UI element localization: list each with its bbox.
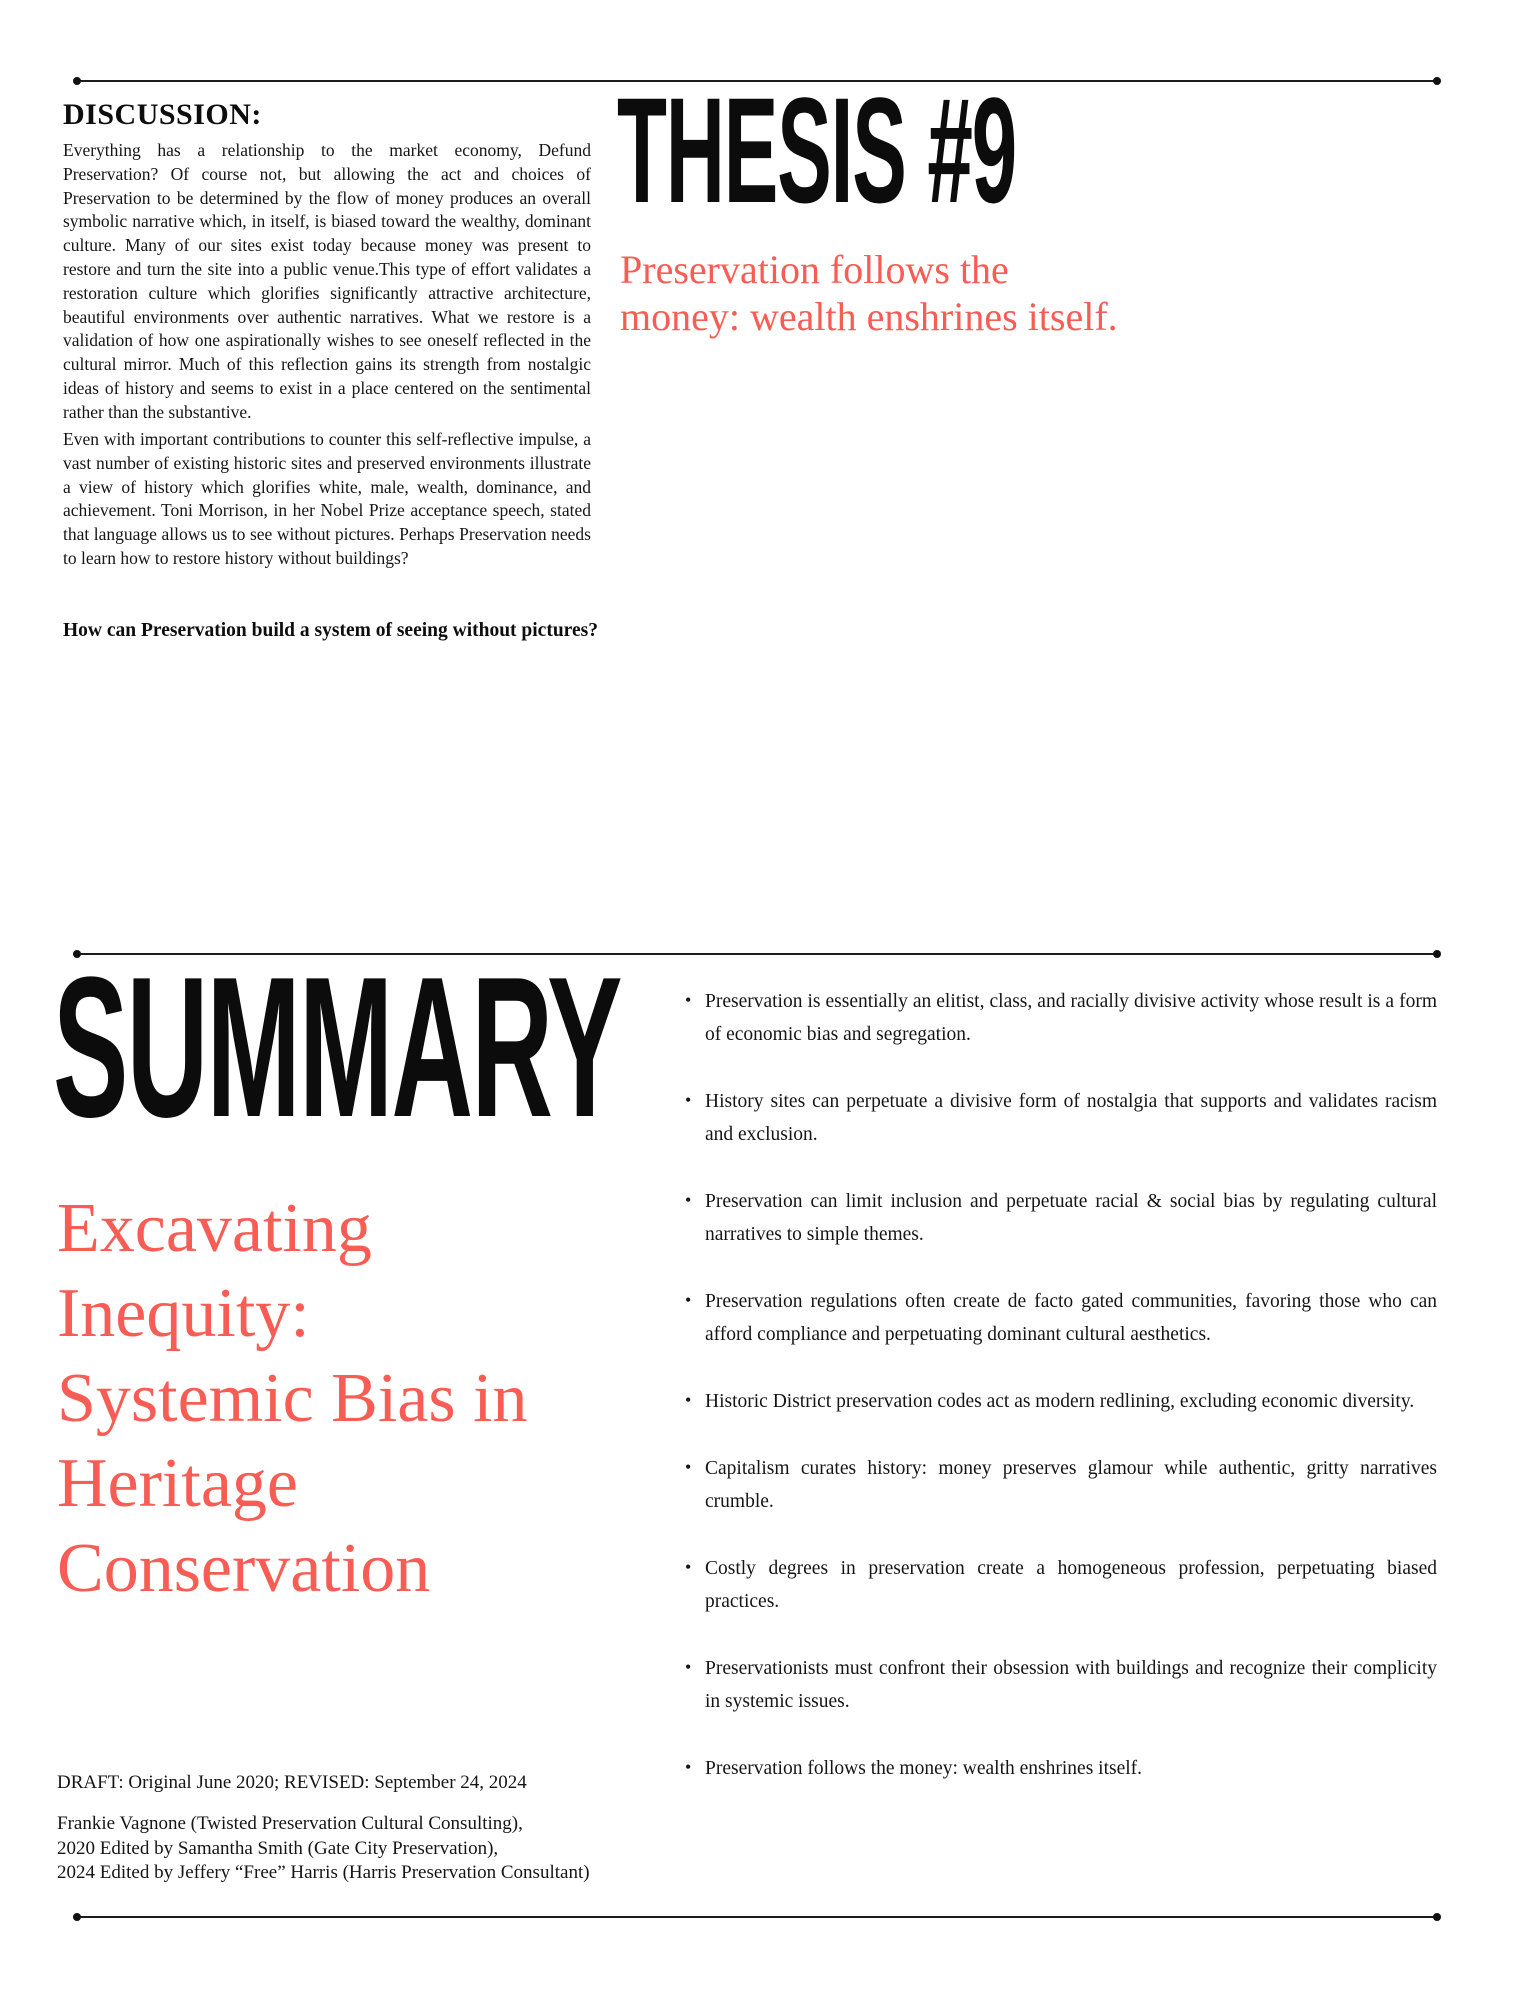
discussion-heading: DISCUSSION: xyxy=(63,98,262,131)
bottom-divider xyxy=(77,1916,1437,1918)
bullet-item xyxy=(683,1752,1437,1785)
bullet-icon: • xyxy=(685,990,692,1010)
bullet-item xyxy=(683,1185,1437,1251)
summary-headline-line: Excavating xyxy=(57,1190,372,1267)
bullet-icon: • xyxy=(685,1290,692,1310)
bullet-item xyxy=(683,985,1437,1051)
bullet-item xyxy=(683,1552,1437,1618)
bullet-icon: • xyxy=(685,1390,692,1410)
bullet-text: Preservationists must confront their obsession with buildings and recognize their complicity in systemic issues. xyxy=(705,1658,1437,1712)
thesis-subtitle xyxy=(620,246,1118,340)
bullet-icon: • xyxy=(685,1190,692,1210)
bullet-item xyxy=(683,1452,1437,1518)
draft-note: DRAFT: Original June 2020; REVISED: September 24, 2024 xyxy=(57,1772,527,1793)
bullet-item xyxy=(683,1652,1437,1718)
bullet-text: Costly degrees in preservation create a homogeneous profession, perpetuating biased practices. xyxy=(705,1558,1437,1612)
bullet-text: Preservation is essentially an elitist, class, and racially divisive activity whose result is a form of economic bias and segregation. xyxy=(705,991,1437,1045)
bullet-text: Preservation regulations often create de facto gated communities, favoring those who can afford compliance and perpetuating dominant cultural aesthetics. xyxy=(705,1291,1437,1345)
bullet-icon: • xyxy=(685,1090,692,1110)
summary-bullet-list xyxy=(683,985,1437,1819)
bullet-icon: • xyxy=(685,1757,692,1777)
discussion-paragraph-2: Even with important contributions to counter this self-reflective impulse, a vast number of existing historic sites and preserved environments illustrate a view of history which glorifies white, male, wealth, dominance, and achievement. Toni Morrison, in her Nobel Prize acceptance speech, stated that language allows us to see without pictures. Perhaps Preservation needs to learn how to restore history without buildings? xyxy=(63,429,591,568)
bullet-text: Preservation can limit inclusion and perpetuate racial & social bias by regulating cultural narratives to simple themes. xyxy=(705,1191,1437,1245)
summary-headline-line: Inequity: xyxy=(57,1275,310,1352)
divider-endpoint-dot xyxy=(73,77,81,85)
credit-line: 2024 Edited by Jeffery “Free” Harris (Harris Preservation Consultant) xyxy=(57,1862,590,1883)
summary-headline-line: Systemic Bias in xyxy=(57,1360,528,1437)
bullet-item xyxy=(683,1085,1437,1151)
bullet-item xyxy=(683,1385,1437,1418)
bullet-text: Capitalism curates history: money preserves glamour while authentic, gritty narratives crumble. xyxy=(705,1458,1437,1512)
divider-endpoint-dot xyxy=(1433,950,1441,958)
summary-title: SUMMARY xyxy=(53,936,621,1159)
summary-headline xyxy=(57,1186,528,1611)
divider-endpoint-dot xyxy=(1433,1913,1441,1921)
bullet-text: Preservation follows the money: wealth enshrines itself. xyxy=(705,1758,1143,1779)
summary-headline-line: Conservation xyxy=(57,1530,431,1607)
thesis-subtitle-line: Preservation follows the xyxy=(620,247,1009,292)
credit-line: Frankie Vagnone (Twisted Preservation Cultural Consulting), xyxy=(57,1813,523,1834)
thesis-subtitle-line: money: wealth enshrines itself. xyxy=(620,294,1118,339)
bullet-icon: • xyxy=(685,1657,692,1677)
bullet-icon: • xyxy=(685,1557,692,1577)
credit-lines xyxy=(57,1812,590,1886)
summary-headline-line: Heritage xyxy=(57,1445,298,1522)
bullet-item xyxy=(683,1285,1437,1351)
bullet-text: Historic District preservation codes act as modern redlining, excluding economic diversity. xyxy=(705,1391,1415,1412)
discussion-paragraph-1: Everything has a relationship to the market economy, Defund Preservation? Of course not, but allowing the act and choices of Preservation to be determined by the flow of money produces an overall symbolic narrative which, in itself, is biased toward the wealthy, dominant culture. Many of our sites exist today because money was present to restore and turn the site into a public venue.This type of effort validates a restoration culture which glorifies significantly attractive architecture, beautiful environments over authentic narratives. What we restore is a validation of how one aspirationally wishes to see oneself reflected in the cultural mirror. Much of this reflection gains its strength from nostalgic ideas of history and seems to exist in a place centered on the sentimental rather than the substantive. xyxy=(63,140,591,422)
thesis-title: THESIS #9 xyxy=(617,66,1017,234)
divider-endpoint-dot xyxy=(73,1913,81,1921)
divider-endpoint-dot xyxy=(1433,77,1441,85)
credit-line: 2020 Edited by Samantha Smith (Gate City Preservation), xyxy=(57,1837,499,1859)
bullet-text: History sites can perpetuate a divisive form of nostalgia that supports and validates racism and exclusion. xyxy=(705,1091,1437,1145)
discussion-question: How can Preservation build a system of seeing without pictures? xyxy=(63,620,598,641)
bullet-icon: • xyxy=(685,1457,692,1477)
